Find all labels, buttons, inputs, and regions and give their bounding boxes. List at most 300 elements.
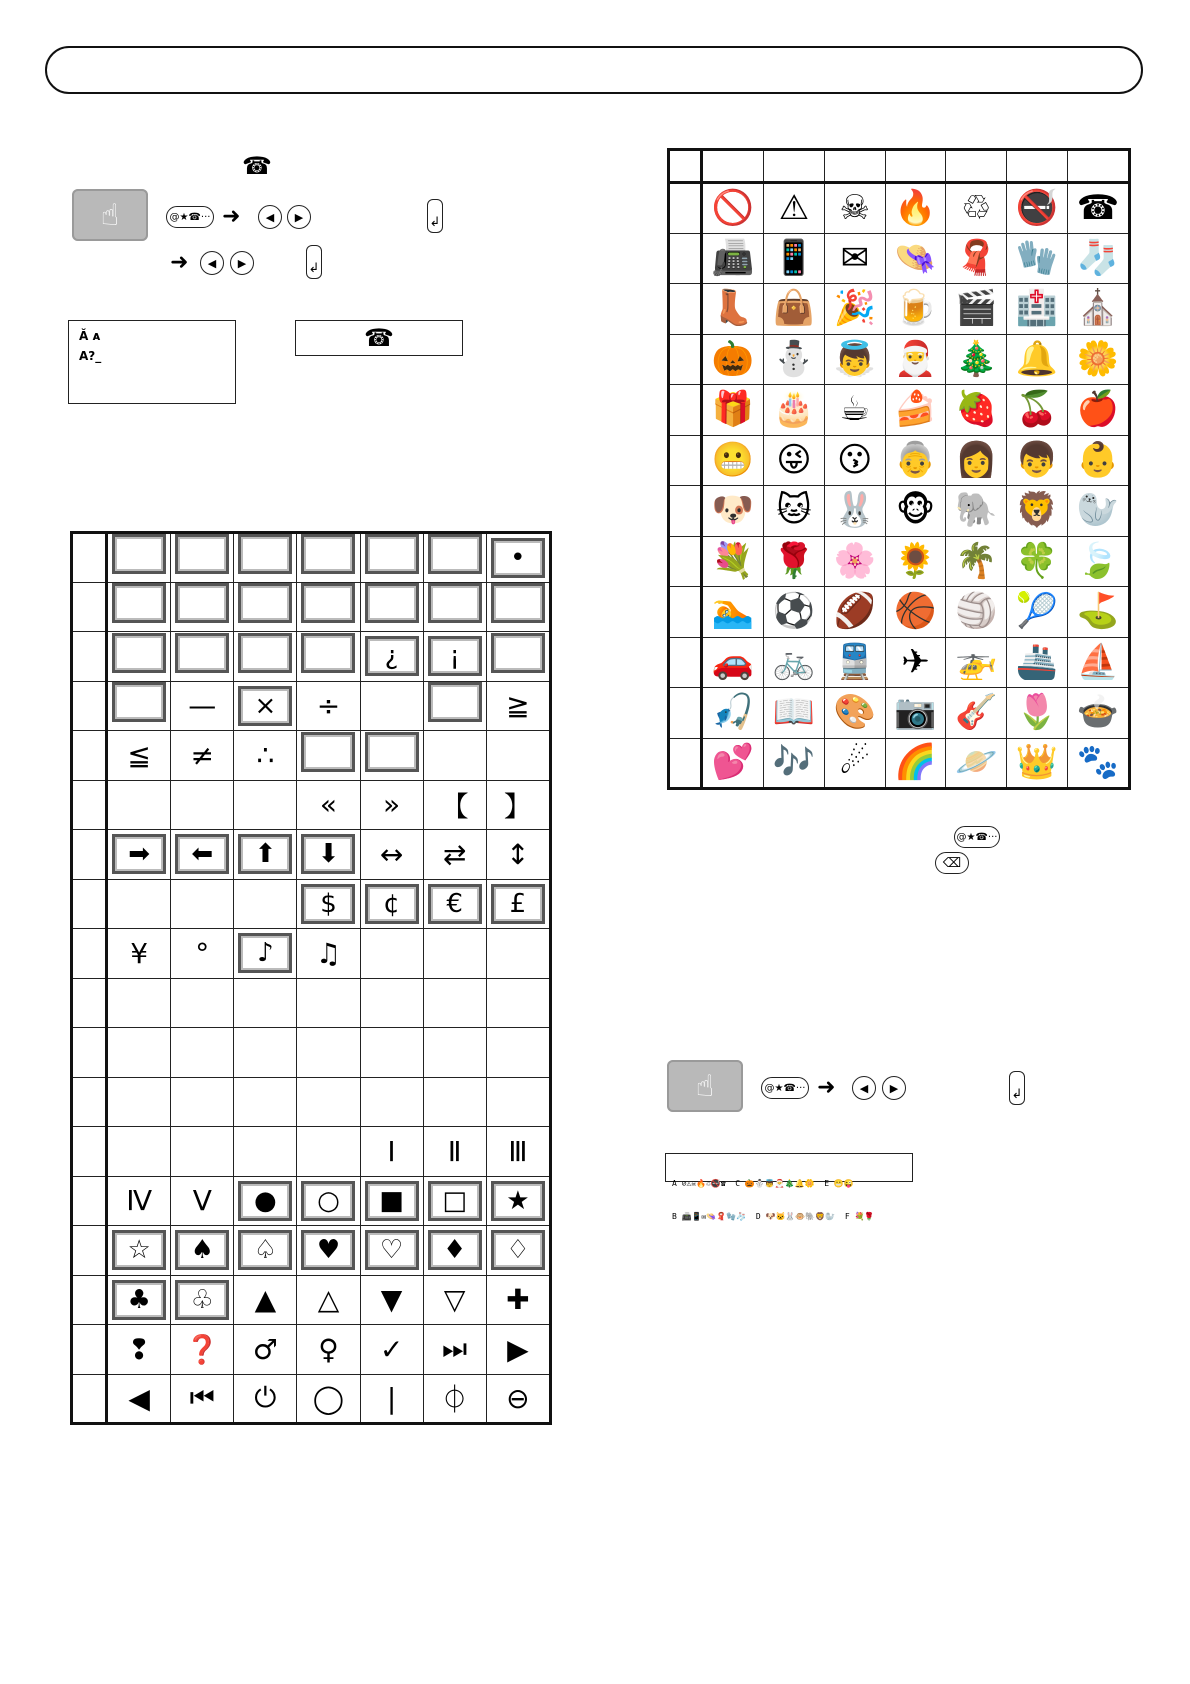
row-header (72, 533, 107, 583)
symbol-cell[interactable] (486, 879, 550, 929)
table-row (669, 486, 1130, 537)
pictograph-cell[interactable] (1067, 233, 1129, 284)
symbol-cell[interactable] (234, 1127, 297, 1177)
pictograph-glyph: 🍎 (1076, 389, 1120, 430)
column-header (885, 150, 946, 183)
header-row (669, 150, 1130, 183)
pictograph-glyph: 🎶 (772, 742, 816, 783)
symbol-cell[interactable] (297, 1374, 360, 1424)
pictograph-glyph: 🐶 (711, 490, 755, 531)
symbol-glyph (175, 534, 229, 574)
symbol-glyph (365, 1029, 419, 1069)
pictograph-cell[interactable] (824, 536, 885, 587)
symbol-cell[interactable] (297, 582, 360, 632)
symbol-cell[interactable] (171, 830, 234, 880)
enter-key[interactable]: ↲ (1009, 1071, 1025, 1105)
right-key[interactable]: ▶ (287, 205, 311, 229)
symbol-cell[interactable] (486, 780, 550, 830)
symbol-cell[interactable] (360, 731, 423, 781)
symbol-cell[interactable] (297, 780, 360, 830)
pictograph-cell[interactable] (824, 233, 885, 284)
pictograph-cell[interactable] (1007, 587, 1068, 638)
lcd-display (68, 320, 236, 404)
pictograph-glyph: 😬 (711, 439, 755, 480)
symbol-cell[interactable] (234, 879, 297, 929)
pictograph-cell[interactable] (824, 183, 885, 234)
symbol-cell[interactable] (171, 533, 234, 583)
pictograph-cell[interactable] (1067, 738, 1129, 789)
pictograph-cell[interactable] (946, 587, 1007, 638)
column-header (824, 150, 885, 183)
pictograph-cell[interactable] (946, 284, 1007, 335)
pictograph-cell[interactable] (764, 486, 825, 537)
symbol-cell[interactable] (423, 978, 486, 1028)
pictograph-glyph: 🏥 (1015, 288, 1059, 329)
symbol-cell[interactable] (360, 1374, 423, 1424)
symbol-cell[interactable] (297, 1176, 360, 1226)
symbol-glyph: » (382, 788, 401, 822)
symbol-cell[interactable] (297, 533, 360, 583)
symbol-glyph: | (386, 1381, 397, 1415)
symbol-glyph (301, 633, 355, 673)
symbol-glyph (112, 682, 166, 722)
symbol-cell[interactable] (423, 1077, 486, 1127)
symbol-cell[interactable] (171, 1275, 234, 1325)
pictograph-cell[interactable] (1067, 486, 1129, 537)
symbol-cell[interactable] (297, 731, 360, 781)
row-header (72, 681, 107, 731)
left-key[interactable]: ◀ (200, 251, 224, 275)
row-header (72, 1374, 107, 1424)
symbol-cell[interactable] (107, 830, 171, 880)
pictograph-cell[interactable] (885, 284, 946, 335)
symbol-cell[interactable] (171, 1176, 234, 1226)
symbol-cell[interactable] (423, 1325, 486, 1375)
table-row (72, 879, 551, 929)
symbol-cell[interactable] (171, 929, 234, 979)
symbol-cell[interactable] (171, 1226, 234, 1276)
pictograph-cell[interactable] (702, 385, 764, 436)
pictograph-cell[interactable] (885, 334, 946, 385)
symbol-cell[interactable] (107, 929, 171, 979)
symbol-cell[interactable] (107, 1127, 171, 1177)
symbol-cell[interactable] (171, 632, 234, 682)
pictograph-glyph: 📖 (772, 692, 816, 733)
arrow-icon: ➜ (817, 1075, 836, 1100)
table-row (72, 1127, 551, 1177)
pictograph-cell[interactable] (885, 587, 946, 638)
symbol-cell[interactable] (297, 929, 360, 979)
row-header (72, 1226, 107, 1276)
symbol-glyph: ≠ (190, 738, 215, 772)
symbol-glyph: ☆ (112, 1230, 166, 1270)
left-key[interactable]: ◀ (258, 205, 282, 229)
symbol-cell[interactable] (486, 929, 550, 979)
pictograph-cell[interactable] (1067, 688, 1129, 739)
symbol-cell[interactable] (360, 780, 423, 830)
pictograph-cell[interactable] (946, 536, 1007, 587)
symbol-cell[interactable] (360, 1127, 423, 1177)
symbol-key[interactable]: @★☎··· (761, 1077, 809, 1099)
pictograph-glyph: 👩 (955, 439, 998, 480)
symbol-cell[interactable] (360, 1077, 423, 1127)
symbol-cell[interactable] (234, 533, 297, 583)
symbol-cell[interactable] (486, 632, 550, 682)
symbol-cell[interactable] (486, 978, 550, 1028)
pictograph-cell[interactable] (885, 486, 946, 537)
pictograph-glyph: 🚁 (955, 641, 998, 682)
symbol-cell[interactable] (171, 1028, 234, 1078)
symbol-cell[interactable] (486, 731, 550, 781)
pictograph-cell[interactable] (1007, 233, 1068, 284)
symbol-cell[interactable] (171, 1077, 234, 1127)
pictograph-glyph: ☠ (839, 187, 870, 228)
pictograph-cell[interactable] (946, 435, 1007, 486)
pictograph-cell[interactable] (1007, 637, 1068, 688)
pictograph-cell[interactable] (885, 183, 946, 234)
symbol-glyph: ♫ (315, 936, 342, 970)
pictograph-cell[interactable] (946, 334, 1007, 385)
pictograph-cell[interactable] (1067, 183, 1129, 234)
symbol-key[interactable]: @★☎··· (166, 206, 214, 228)
pictograph-cell[interactable] (702, 637, 764, 688)
symbol-cell[interactable] (107, 632, 171, 682)
symbol-cell[interactable] (423, 731, 486, 781)
symbol-cell[interactable] (423, 632, 486, 682)
pictograph-glyph: 🚗 (711, 641, 755, 682)
pictograph-cell[interactable] (702, 334, 764, 385)
pictograph-cell[interactable] (946, 637, 1007, 688)
symbol-cell[interactable] (297, 978, 360, 1028)
symbol-cell[interactable] (423, 1226, 486, 1276)
symbol-cell[interactable] (360, 978, 423, 1028)
pictograph-cell[interactable] (1007, 688, 1068, 739)
symbol-cell[interactable] (234, 1176, 297, 1226)
pictograph-cell[interactable] (824, 435, 885, 486)
pictograph-cell[interactable] (702, 233, 764, 284)
pictograph-cell[interactable] (764, 587, 825, 638)
symbol-cell[interactable] (107, 582, 171, 632)
pictograph-cell[interactable] (764, 637, 825, 688)
pictograph-cell[interactable] (824, 637, 885, 688)
symbol-cell[interactable] (171, 780, 234, 830)
symbol-cell[interactable] (297, 1226, 360, 1276)
pictograph-glyph: 🏈 (833, 591, 876, 632)
symbol-glyph: ⊖ (506, 1381, 530, 1415)
symbol-cell[interactable] (107, 681, 171, 731)
pictograph-cell[interactable] (885, 637, 946, 688)
pictograph-cell[interactable] (946, 738, 1007, 789)
pictograph-cell[interactable] (1067, 385, 1129, 436)
pictograph-cell[interactable] (702, 486, 764, 537)
symbol-glyph (238, 583, 292, 623)
pictograph-cell[interactable] (1067, 435, 1129, 486)
pictograph-cell[interactable] (824, 688, 885, 739)
pictograph-glyph: 🎉 (833, 288, 876, 329)
pictograph-glyph: 🌹 (772, 540, 816, 581)
pictograph-cell[interactable] (946, 486, 1007, 537)
symbol-cell[interactable] (234, 978, 297, 1028)
pictograph-cell[interactable] (1007, 738, 1068, 789)
symbol-cell[interactable] (107, 1374, 171, 1424)
symbol-cell[interactable] (171, 731, 234, 781)
pictograph-cell[interactable] (764, 536, 825, 587)
symbol-cell[interactable] (297, 830, 360, 880)
pictograph-cell[interactable] (702, 536, 764, 587)
symbol-cell[interactable] (486, 533, 550, 583)
symbol-cell[interactable] (423, 582, 486, 632)
symbol-cell[interactable] (107, 731, 171, 781)
pictograph-cell[interactable] (702, 738, 764, 789)
symbol-cell[interactable] (423, 1275, 486, 1325)
symbol-cell[interactable] (171, 879, 234, 929)
enter-key[interactable]: ↲ (306, 245, 322, 279)
table-row (669, 637, 1130, 688)
pictograph-cell[interactable] (764, 738, 825, 789)
symbol-cell[interactable] (234, 1077, 297, 1127)
symbol-cell[interactable] (297, 632, 360, 682)
pictograph-cell[interactable] (1067, 587, 1129, 638)
pictograph-cell[interactable] (702, 183, 764, 234)
symbol-cell[interactable] (423, 681, 486, 731)
symbol-cell[interactable] (107, 1226, 171, 1276)
symbol-cell[interactable] (423, 879, 486, 929)
pictograph-cell[interactable] (824, 486, 885, 537)
symbol-cell[interactable] (486, 1127, 550, 1177)
pictograph-cell[interactable] (946, 385, 1007, 436)
table-row (669, 738, 1130, 789)
pictograph-cell[interactable] (946, 233, 1007, 284)
symbol-cell[interactable] (297, 879, 360, 929)
pictograph-cell[interactable] (764, 688, 825, 739)
symbol-cell[interactable] (486, 830, 550, 880)
pictograph-cell[interactable] (1007, 536, 1068, 587)
pictograph-cell[interactable] (1007, 334, 1068, 385)
symbol-cell[interactable] (171, 1325, 234, 1375)
symbol-cell[interactable] (360, 1176, 423, 1226)
pictograph-cell[interactable] (764, 435, 825, 486)
symbol-cell[interactable] (234, 681, 297, 731)
symbol-cell[interactable] (107, 978, 171, 1028)
symbol-cell[interactable] (107, 1028, 171, 1078)
symbol-cell[interactable] (234, 1325, 297, 1375)
pictograph-cell[interactable] (1007, 486, 1068, 537)
symbol-cell[interactable] (423, 533, 486, 583)
symbol-cell[interactable] (234, 1028, 297, 1078)
pictograph-glyph: 😗 (837, 439, 873, 480)
symbol-glyph (238, 880, 292, 920)
symbol-cell[interactable] (171, 582, 234, 632)
symbol-glyph: ⇄ (442, 837, 467, 871)
pictograph-cell[interactable] (824, 587, 885, 638)
pictograph-glyph: 💕 (711, 742, 755, 783)
symbol-cell[interactable] (107, 1275, 171, 1325)
pictograph-cell[interactable] (1007, 435, 1068, 486)
pictograph-cell[interactable] (702, 284, 764, 335)
symbol-cell[interactable] (360, 1226, 423, 1276)
symbol-glyph (112, 583, 166, 623)
row-header (72, 830, 107, 880)
symbol-cell[interactable] (234, 1374, 297, 1424)
pictograph-glyph: 🐰 (833, 490, 876, 531)
symbol-cell[interactable] (423, 1176, 486, 1226)
symbol-cell[interactable] (297, 1077, 360, 1127)
symbol-cell[interactable] (234, 731, 297, 781)
pictograph-glyph: 🧤 (1015, 237, 1059, 278)
symbol-cell[interactable] (423, 1127, 486, 1177)
symbol-cell[interactable] (360, 830, 423, 880)
pictograph-cell[interactable] (702, 435, 764, 486)
symbol-cell[interactable] (297, 1275, 360, 1325)
symbol-glyph: ♤ (238, 1230, 292, 1270)
symbol-cell[interactable] (360, 1028, 423, 1078)
symbol-cell[interactable] (107, 1176, 171, 1226)
pictograph-cell[interactable] (885, 233, 946, 284)
row-header (669, 536, 702, 587)
symbol-cell[interactable] (107, 780, 171, 830)
symbol-glyph: Ⅲ (508, 1134, 528, 1168)
symbol-cell[interactable] (107, 1325, 171, 1375)
symbol-cell[interactable] (423, 780, 486, 830)
symbol-cell[interactable] (423, 1028, 486, 1078)
symbol-cell[interactable] (234, 582, 297, 632)
pictograph-cell[interactable] (824, 284, 885, 335)
symbol-cell[interactable] (297, 1325, 360, 1375)
pictograph-cell[interactable] (702, 688, 764, 739)
symbol-cell[interactable] (360, 1275, 423, 1325)
pictograph-cell[interactable] (946, 688, 1007, 739)
symbol-glyph: ❢ (127, 1332, 151, 1366)
symbol-cell[interactable] (423, 929, 486, 979)
column-header (1007, 150, 1068, 183)
symbol-cell[interactable] (486, 582, 550, 632)
pictograph-glyph: ☄ (839, 742, 870, 783)
pictograph-cell[interactable] (1007, 183, 1068, 234)
symbol-cell[interactable] (486, 1028, 550, 1078)
pictograph-cell[interactable] (885, 385, 946, 436)
symbol-glyph: Ⅱ (447, 1134, 462, 1168)
symbol-glyph (112, 1128, 166, 1168)
symbol-glyph: ¿ (365, 636, 419, 676)
pictograph-cell[interactable] (1067, 334, 1129, 385)
symbol-cell[interactable] (486, 1226, 550, 1276)
symbol-cell[interactable] (234, 1275, 297, 1325)
symbol-cell[interactable] (234, 929, 297, 979)
row-header (669, 233, 702, 284)
symbol-cell[interactable] (171, 681, 234, 731)
pictograph-cell[interactable] (885, 688, 946, 739)
symbol-cell[interactable] (486, 1325, 550, 1375)
symbol-glyph: Ⅴ (192, 1184, 212, 1218)
pictograph-cell[interactable] (764, 183, 825, 234)
pictograph-cell[interactable] (1007, 385, 1068, 436)
symbol-glyph (238, 633, 292, 673)
pictograph-glyph: 🎃 (711, 338, 755, 379)
symbol-cell[interactable] (486, 681, 550, 731)
symbol-cell[interactable] (360, 632, 423, 682)
pictograph-cell[interactable] (946, 183, 1007, 234)
table-row (669, 688, 1130, 739)
symbol-cell[interactable] (360, 929, 423, 979)
pictograph-cell[interactable] (1007, 284, 1068, 335)
symbol-cell[interactable] (171, 1127, 234, 1177)
pictograph-glyph: 🪐 (955, 742, 998, 783)
right-key[interactable]: ▶ (882, 1076, 906, 1100)
symbol-cell[interactable] (423, 830, 486, 880)
symbol-cell[interactable] (297, 681, 360, 731)
pictograph-cell[interactable] (702, 587, 764, 638)
left-key[interactable]: ◀ (852, 1076, 876, 1100)
symbol-cell[interactable] (486, 1077, 550, 1127)
symbol-cell[interactable] (423, 1374, 486, 1424)
pictograph-cell[interactable] (824, 385, 885, 436)
symbol-cell[interactable] (486, 1275, 550, 1325)
symbol-cell[interactable] (360, 681, 423, 731)
symbol-cell[interactable] (360, 1325, 423, 1375)
symbol-cell[interactable] (297, 1028, 360, 1078)
pictograph-cell[interactable] (764, 284, 825, 335)
pictograph-cell[interactable] (764, 334, 825, 385)
symbol-glyph: ✓ (379, 1332, 404, 1366)
row-header (72, 1077, 107, 1127)
symbol-cell[interactable] (234, 632, 297, 682)
pictograph-cell[interactable] (1067, 284, 1129, 335)
symbol-cell[interactable] (171, 978, 234, 1028)
symbol-cell[interactable] (360, 533, 423, 583)
symbol-cell[interactable] (107, 1077, 171, 1127)
symbol-cell[interactable] (360, 879, 423, 929)
pictograph-cell[interactable] (764, 385, 825, 436)
symbol-cell[interactable] (171, 1374, 234, 1424)
row-header (669, 486, 702, 537)
symbol-cell[interactable] (297, 1127, 360, 1177)
pictograph-glyph: 🏊 (711, 591, 755, 632)
symbol-cell[interactable] (486, 1176, 550, 1226)
enter-key[interactable]: ↲ (427, 199, 443, 233)
right-key[interactable]: ▶ (230, 251, 254, 275)
pictograph-glyph: ⛪ (1076, 288, 1120, 329)
delete-key[interactable]: ⌫ (935, 852, 969, 874)
symbol-cell[interactable] (486, 1374, 550, 1424)
symbol-cell[interactable] (360, 582, 423, 632)
symbol-cell[interactable] (234, 780, 297, 830)
pictograph-cell[interactable] (764, 233, 825, 284)
symbol-cell[interactable] (107, 879, 171, 929)
symbol-key[interactable]: @★☎··· (954, 826, 1000, 848)
pictograph-cell[interactable] (824, 334, 885, 385)
pictograph-cell[interactable] (824, 738, 885, 789)
symbol-cell[interactable] (107, 533, 171, 583)
row-header (669, 183, 702, 234)
symbol-glyph: ♂ (252, 1332, 278, 1366)
pictograph-cell[interactable] (885, 738, 946, 789)
pictograph-cell[interactable] (1067, 536, 1129, 587)
symbol-glyph (365, 930, 419, 970)
table-row (669, 435, 1130, 486)
symbol-glyph (112, 781, 166, 821)
symbol-glyph: € (428, 884, 482, 924)
symbol-cell[interactable] (234, 1226, 297, 1276)
pictograph-symbol-table (667, 148, 1131, 790)
pictograph-cell[interactable] (1067, 637, 1129, 688)
pictograph-glyph: 🎂 (772, 389, 816, 430)
symbol-glyph (365, 979, 419, 1019)
symbol-glyph (428, 682, 482, 722)
symbol-glyph (428, 1029, 482, 1069)
symbol-cell[interactable] (234, 830, 297, 880)
pictograph-cell[interactable] (885, 536, 946, 587)
pictograph-cell[interactable] (885, 435, 946, 486)
